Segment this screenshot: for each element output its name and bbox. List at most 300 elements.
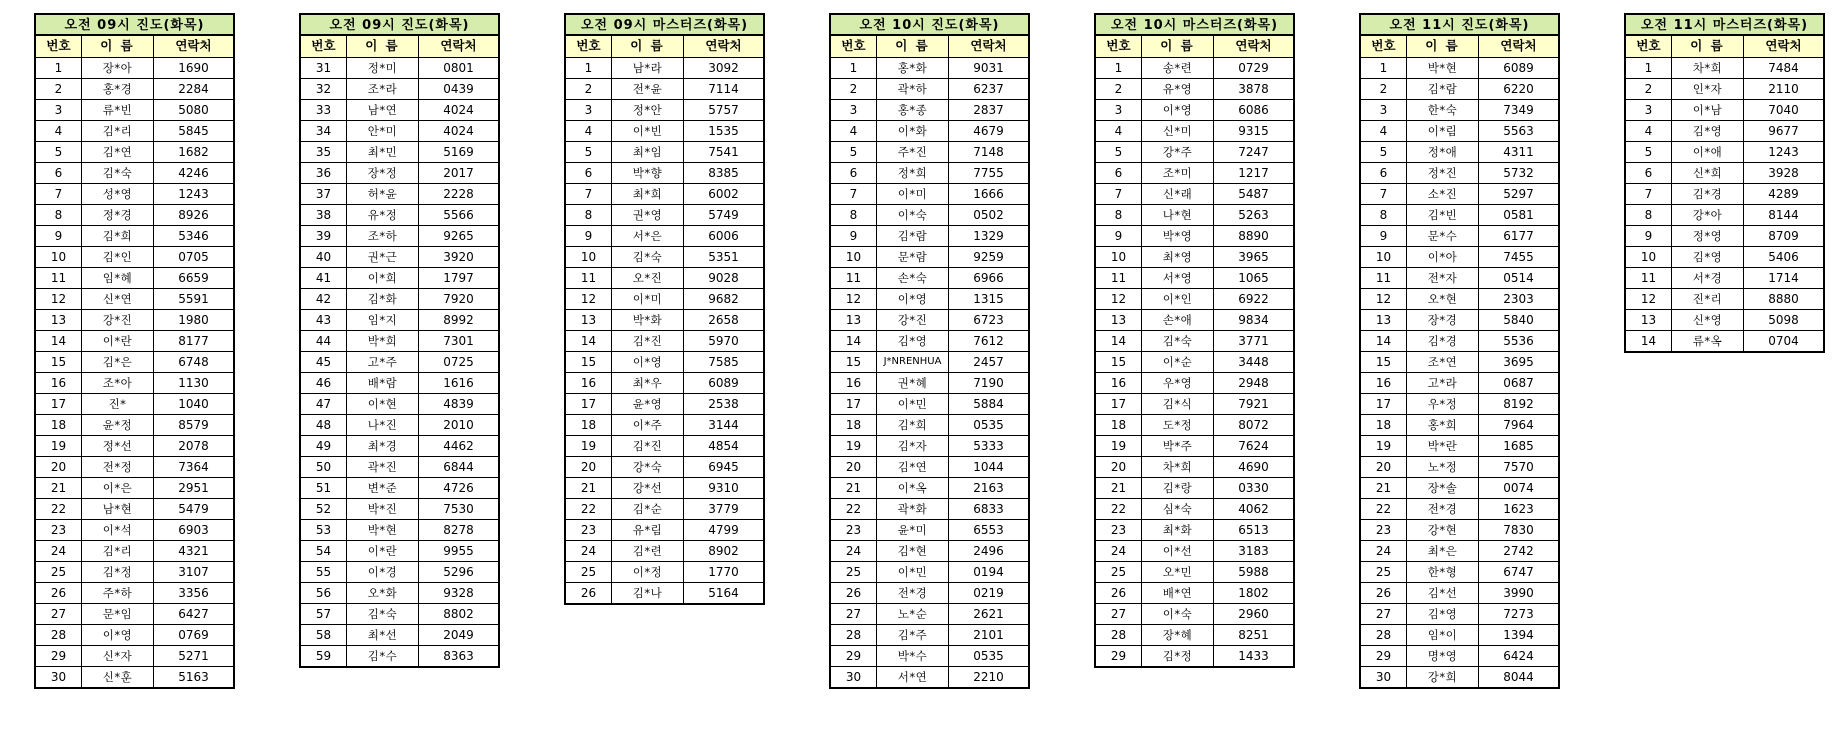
cell-name: 최*임 [611,141,683,162]
cell-no: 2 [566,78,611,99]
cell-no: 46 [301,372,346,393]
cell-name: 김*숙 [81,162,153,183]
table-row [301,330,498,351]
cell-contact: 1685 [1478,435,1558,456]
cell-name: 이*민 [876,561,948,582]
cell-no: 11 [1361,267,1406,288]
cell-contact: 6553 [948,519,1028,540]
cell-contact: 7114 [683,78,763,99]
cell-contact: 9265 [418,225,498,246]
cell-no: 15 [566,351,611,372]
cell-name: 박*현 [1406,57,1478,78]
cell-name: 박*란 [1406,435,1478,456]
cell-no: 14 [1626,330,1671,351]
table-row [1096,57,1293,78]
table-row [1626,57,1823,78]
cell-contact: 4289 [1743,183,1823,204]
table-row [1361,288,1558,309]
table-row [566,414,763,435]
cell-no: 2 [1096,78,1141,99]
cell-no: 19 [36,435,81,456]
cell-contact: 5098 [1743,309,1823,330]
cell-name: 신*래 [1141,183,1213,204]
cell-contact: 4462 [418,435,498,456]
cell-contact: 7830 [1478,519,1558,540]
cell-contact: 1616 [418,372,498,393]
table-row [36,204,233,225]
table-row [36,162,233,183]
cell-contact: 0194 [948,561,1028,582]
cell-name: 정*미 [346,57,418,78]
cell-no: 2 [831,78,876,99]
cell-contact: 3920 [418,246,498,267]
cell-contact: 8363 [418,645,498,666]
table-row [36,309,233,330]
cell-name: 김*정 [1141,645,1213,666]
cell-no: 7 [1096,183,1141,204]
cell-name: 임*지 [346,309,418,330]
table-row [831,624,1028,645]
table-row [1096,183,1293,204]
cell-contact: 6747 [1478,561,1558,582]
cell-no: 25 [36,561,81,582]
cell-contact: 7585 [683,351,763,372]
cell-no: 20 [566,456,611,477]
cell-name: 고*주 [346,351,418,372]
table-row [36,561,233,582]
cell-contact: 7920 [418,288,498,309]
cell-contact: 8880 [1743,288,1823,309]
roster-table [1094,13,1295,668]
cell-contact: 1797 [418,267,498,288]
cell-contact: 5566 [418,204,498,225]
table-row [301,519,498,540]
table-row [36,120,233,141]
table-row [1096,267,1293,288]
cell-contact: 0330 [1213,477,1293,498]
cell-no: 40 [301,246,346,267]
cell-contact: 6966 [948,267,1028,288]
cell-no: 5 [831,141,876,162]
cell-no: 25 [1361,561,1406,582]
table-row [566,78,763,99]
cell-name: 김*식 [1141,393,1213,414]
cell-no: 26 [831,582,876,603]
cell-name: 김*희 [876,414,948,435]
cell-contact: 6659 [153,267,233,288]
cell-name: 나*진 [346,414,418,435]
header-name: 이 름 [876,36,948,57]
cell-contact: 1682 [153,141,233,162]
cell-contact: 9682 [683,288,763,309]
table-row [1096,414,1293,435]
roster-table [34,13,235,689]
cell-name: 김*빈 [1406,204,1478,225]
cell-contact: 1243 [1743,141,1823,162]
cell-name: 김*영 [1671,246,1743,267]
cell-no: 13 [1096,309,1141,330]
cell-name: 배*람 [346,372,418,393]
cell-contact: 5333 [948,435,1028,456]
cell-contact: 2017 [418,162,498,183]
cell-name: J*NRENHUA [876,351,948,372]
cell-name: 전*정 [81,456,153,477]
cell-contact: 0769 [153,624,233,645]
cell-name: 차*희 [1141,456,1213,477]
header-no: 번호 [36,36,81,57]
cell-contact: 8992 [418,309,498,330]
cell-no: 22 [36,498,81,519]
table-row [1096,477,1293,498]
cell-no: 2 [36,78,81,99]
cell-name: 이*영 [81,624,153,645]
cell-no: 16 [1361,372,1406,393]
table-row [36,456,233,477]
cell-name: 김*연 [81,141,153,162]
cell-name: 최*경 [346,435,418,456]
table-row [301,456,498,477]
cell-contact: 4024 [418,99,498,120]
cell-name: 최*민 [346,141,418,162]
cell-name: 강*희 [1406,666,1478,687]
cell-contact: 1130 [153,372,233,393]
table-row [1096,435,1293,456]
table-row [36,624,233,645]
cell-contact: 2010 [418,414,498,435]
table-row [301,498,498,519]
cell-name: 조*라 [346,78,418,99]
cell-contact: 4726 [418,477,498,498]
cell-no: 4 [1361,120,1406,141]
table-row [301,225,498,246]
table-header-row [301,36,498,57]
cell-contact: 1980 [153,309,233,330]
cell-contact: 3878 [1213,78,1293,99]
cell-contact: 6922 [1213,288,1293,309]
table-row [831,582,1028,603]
header-contact: 연락처 [418,36,498,57]
cell-name: 박*영 [1141,225,1213,246]
cell-no: 9 [566,225,611,246]
cell-contact: 6220 [1478,78,1558,99]
cell-contact: 5749 [683,204,763,225]
cell-no: 6 [1361,162,1406,183]
cell-contact: 6513 [1213,519,1293,540]
table-title: 오전 09시 진도(화목) [301,15,498,36]
table-row [36,330,233,351]
cell-name: 이*현 [346,393,418,414]
table-row [1361,225,1558,246]
cell-contact: 1535 [683,120,763,141]
cell-contact: 5479 [153,498,233,519]
table-row [1096,330,1293,351]
cell-contact: 6086 [1213,99,1293,120]
cell-contact: 8926 [153,204,233,225]
roster-table [1359,13,1560,689]
cell-no: 1 [566,57,611,78]
cell-contact: 2658 [683,309,763,330]
cell-name: 서*영 [1141,267,1213,288]
cell-contact: 5988 [1213,561,1293,582]
table-row [1096,288,1293,309]
cell-contact: 7530 [418,498,498,519]
cell-no: 18 [36,414,81,435]
cell-contact: 0219 [948,582,1028,603]
cell-no: 12 [1626,288,1671,309]
table-row [1626,288,1823,309]
header-name: 이 름 [1671,36,1743,57]
cell-no: 11 [1096,267,1141,288]
table-row [831,183,1028,204]
table-row [1361,519,1558,540]
cell-contact: 6424 [1478,645,1558,666]
cell-contact: 5351 [683,246,763,267]
table-row [566,183,763,204]
cell-no: 24 [1361,540,1406,561]
table-row [301,561,498,582]
cell-no: 28 [36,624,81,645]
cell-contact: 7484 [1743,57,1823,78]
cell-contact: 5563 [1478,120,1558,141]
table-row [1626,120,1823,141]
cell-name: 이*옥 [876,477,948,498]
cell-contact: 0514 [1478,267,1558,288]
header-no: 번호 [1361,36,1406,57]
header-name: 이 름 [346,36,418,57]
cell-name: 김*진 [611,330,683,351]
cell-no: 19 [1361,435,1406,456]
table-row [1361,393,1558,414]
cell-no: 20 [1361,456,1406,477]
table-row [1361,204,1558,225]
table-row [1361,435,1558,456]
cell-contact: 6177 [1478,225,1558,246]
cell-contact: 7541 [683,141,763,162]
table-title: 오전 11시 마스터즈(화목) [1626,15,1823,36]
cell-contact: 2948 [1213,372,1293,393]
cell-contact: 5080 [153,99,233,120]
cell-no: 28 [1361,624,1406,645]
cell-name: 이*석 [81,519,153,540]
cell-name: 홍*화 [876,57,948,78]
cell-no: 1 [831,57,876,78]
cell-contact: 7349 [1478,99,1558,120]
cell-name: 문*수 [1406,225,1478,246]
cell-no: 23 [831,519,876,540]
cell-contact: 6748 [153,351,233,372]
table-row [1626,225,1823,246]
cell-name: 곽*화 [876,498,948,519]
cell-no: 28 [831,624,876,645]
cell-contact: 4246 [153,162,233,183]
cell-name: 서*경 [1671,267,1743,288]
cell-contact: 1315 [948,288,1028,309]
cell-name: 김*선 [1406,582,1478,603]
table-row [1626,78,1823,99]
cell-contact: 5884 [948,393,1028,414]
table-row [1361,99,1558,120]
cell-contact: 7570 [1478,456,1558,477]
cell-name: 이*화 [876,120,948,141]
cell-contact: 0801 [418,57,498,78]
cell-name: 남*현 [81,498,153,519]
cell-no: 3 [566,99,611,120]
cell-name: 김*인 [81,246,153,267]
cell-name: 이*란 [81,330,153,351]
table-row [301,393,498,414]
cell-contact: 7301 [418,330,498,351]
table-row [36,141,233,162]
table-row [831,204,1028,225]
cell-name: 김*람 [1406,78,1478,99]
table-row [301,414,498,435]
cell-contact: 6006 [683,225,763,246]
table-row [36,57,233,78]
cell-name: 김*자 [876,435,948,456]
cell-contact: 1394 [1478,624,1558,645]
cell-name: 이*인 [1141,288,1213,309]
cell-no: 59 [301,645,346,666]
table-row [831,540,1028,561]
cell-no: 3 [1096,99,1141,120]
header-no: 번호 [566,36,611,57]
cell-name: 유*정 [346,204,418,225]
cell-name: 윤*미 [876,519,948,540]
cell-name: 김*연 [876,456,948,477]
table-row [566,351,763,372]
cell-no: 3 [1361,99,1406,120]
cell-no: 15 [831,351,876,372]
cell-no: 22 [566,498,611,519]
cell-no: 51 [301,477,346,498]
table-row [1096,120,1293,141]
cell-no: 11 [831,267,876,288]
cell-name: 이*아 [1406,246,1478,267]
cell-no: 10 [1361,246,1406,267]
cell-name: 강*숙 [611,456,683,477]
table-row [1096,561,1293,582]
cell-no: 57 [301,603,346,624]
cell-name: 신*희 [1671,162,1743,183]
table-row [566,225,763,246]
table-row [566,57,763,78]
cell-contact: 5346 [153,225,233,246]
table-row [301,351,498,372]
table-row [301,372,498,393]
cell-name: 이*란 [346,540,418,561]
table-header-row [1361,36,1558,57]
cell-contact: 0502 [948,204,1028,225]
cell-name: 이*영 [876,288,948,309]
cell-contact: 0581 [1478,204,1558,225]
table-row [301,246,498,267]
cell-no: 21 [566,477,611,498]
table-row [1096,645,1293,666]
cell-name: 김*리 [81,540,153,561]
cell-name: 권*영 [611,204,683,225]
cell-contact: 2101 [948,624,1028,645]
table-row [831,498,1028,519]
header-contact: 연락처 [1213,36,1293,57]
cell-name: 김*영 [876,330,948,351]
cell-name: 장*솔 [1406,477,1478,498]
cell-no: 8 [1626,204,1671,225]
cell-name: 서*은 [611,225,683,246]
cell-contact: 2496 [948,540,1028,561]
cell-contact: 5297 [1478,183,1558,204]
table-row [566,456,763,477]
table-row [1096,582,1293,603]
cell-contact: 3092 [683,57,763,78]
cell-contact: 0439 [418,78,498,99]
cell-no: 11 [1626,267,1671,288]
cell-name: 김*경 [1406,330,1478,351]
table-row [301,141,498,162]
cell-no: 3 [1626,99,1671,120]
table-row [1361,372,1558,393]
table-row [36,582,233,603]
cell-contact: 9328 [418,582,498,603]
cell-contact: 1433 [1213,645,1293,666]
cell-no: 26 [566,582,611,603]
cell-no: 12 [1361,288,1406,309]
table-row [1096,225,1293,246]
cell-name: 곽*하 [876,78,948,99]
cell-no: 8 [831,204,876,225]
table-row [1096,162,1293,183]
cell-name: 남*연 [346,99,418,120]
cell-no: 7 [1626,183,1671,204]
cell-no: 25 [831,561,876,582]
cell-contact: 6903 [153,519,233,540]
table-row [831,351,1028,372]
cell-no: 56 [301,582,346,603]
cell-name: 이*영 [1141,99,1213,120]
table-row [36,414,233,435]
table-row [831,57,1028,78]
cell-name: 이*빈 [611,120,683,141]
cell-no: 14 [566,330,611,351]
table-row [36,78,233,99]
cell-name: 김*현 [876,540,948,561]
cell-no: 27 [1361,603,1406,624]
cell-name: 문*람 [876,246,948,267]
cell-name: 장*아 [81,57,153,78]
cell-name: 허*윤 [346,183,418,204]
table-row [36,498,233,519]
cell-no: 4 [831,120,876,141]
cell-contact: 7921 [1213,393,1293,414]
cell-no: 15 [1096,351,1141,372]
table-row [831,288,1028,309]
cell-name: 김*진 [611,435,683,456]
table-row [1626,246,1823,267]
cell-no: 19 [566,435,611,456]
cell-contact: 8278 [418,519,498,540]
cell-no: 14 [831,330,876,351]
cell-name: 유*영 [1141,78,1213,99]
header-no: 번호 [1096,36,1141,57]
cell-contact: 8192 [1478,393,1558,414]
cell-contact: 9677 [1743,120,1823,141]
cell-no: 38 [301,204,346,225]
cell-contact: 8177 [153,330,233,351]
cell-no: 19 [1096,435,1141,456]
table-row [831,477,1028,498]
cell-no: 24 [1096,540,1141,561]
header-name: 이 름 [1141,36,1213,57]
cell-no: 17 [36,393,81,414]
